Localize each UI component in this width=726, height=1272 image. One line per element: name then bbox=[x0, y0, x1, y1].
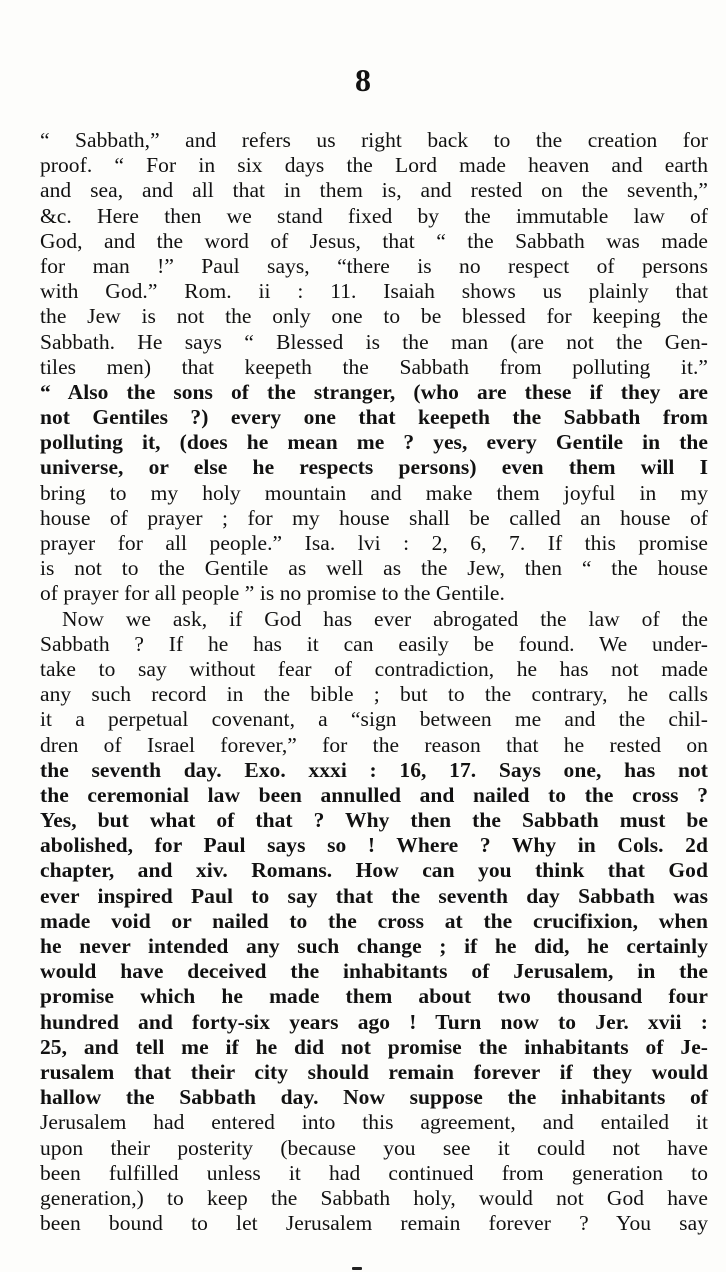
text-line: been bound to let Jerusalem remain forever ? You say bbox=[40, 1211, 708, 1236]
text-line: of prayer for all people ” is no promise to the Gentile. bbox=[40, 581, 505, 606]
text-line: the seventh day. Exo. xxxi : 16, 17. Says one, has not bbox=[40, 757, 708, 782]
text-line: and sea, and all that in them is, and rested on the seventh,” bbox=[40, 178, 708, 203]
text-line: Yes, but what of that ? Why then the Sabbath must be bbox=[40, 808, 708, 833]
text-line: any such record in the bible ; but to the contrary, he calls bbox=[40, 682, 708, 707]
body-text bbox=[40, 128, 708, 1236]
text-line: abolished, for Paul says so ! Where ? Why in Cols. 2d bbox=[40, 833, 708, 858]
text-line: he never intended any such change ; if he did, he certainly bbox=[40, 934, 708, 958]
text-line: chapter, and xiv. Romans. How can you think that God bbox=[40, 858, 708, 883]
text-line: tiles men) that keepeth the Sabbath from polluting it.” bbox=[40, 354, 708, 379]
text-line: ever inspired Paul to say that the seventh day Sabbath was bbox=[40, 883, 708, 908]
text-line: “ Also the sons of the stranger, (who are these if they are bbox=[40, 379, 708, 404]
text-line: for man !” Paul says, “there is no respect of persons bbox=[40, 253, 708, 278]
text-line: polluting it, (does he mean me ? yes, every Gentile in the bbox=[40, 430, 708, 455]
text-line: hallow the Sabbath day. Now suppose the inhabitants of bbox=[40, 1085, 708, 1110]
text-line: take to say without fear of contradiction, he has not made bbox=[40, 656, 708, 681]
text-line: not Gentiles ?) every one that keepeth the Sabbath from bbox=[40, 405, 708, 430]
text-line: Now we ask, if God has ever abrogated the law of the bbox=[62, 606, 708, 631]
text-line: universe, or else he respects persons) even them will I bbox=[40, 455, 708, 480]
text-line: house of prayer ; for my house shall be called an house of bbox=[40, 505, 708, 530]
text-line: would have deceived the inhabitants of Jerusalem, in the bbox=[40, 959, 708, 984]
text-line: &c. Here then we stand fixed by the immutable law of bbox=[40, 203, 708, 228]
text-line: hundred and forty-six years ago ! Turn now to Jer. xvii : bbox=[40, 1009, 708, 1034]
text-line: the ceremonial law been annulled and nailed to the cross ? bbox=[40, 782, 708, 807]
text-line: God, and the word of Jesus, that “ the Sabbath was made bbox=[40, 228, 708, 253]
text-line: generation,) to keep the Sabbath holy, would not God have bbox=[40, 1185, 708, 1210]
text-line: with God.” Rom. ii : 11. Isaiah shows us plainly that bbox=[40, 279, 708, 304]
text-line: Sabbath ? If he has it can easily be found. We under- bbox=[40, 631, 708, 656]
text-line: proof. “ For in six days the Lord made heaven and earth bbox=[40, 153, 708, 178]
text-line: Jerusalem had entered into this agreement, and entailed it bbox=[40, 1110, 708, 1135]
text-line: made void or nailed to the cross at the crucifixion, when bbox=[40, 908, 708, 933]
text-line: promise which he made them about two thousand four bbox=[40, 984, 708, 1009]
text-line: been fulfilled unless it had continued from generation to bbox=[40, 1160, 708, 1185]
text-line: it a perpetual covenant, a “sign between me and the chil- bbox=[40, 707, 708, 732]
text-line: is not to the Gentile as well as the Jew, then “ the house bbox=[40, 556, 708, 581]
text-line: 25, and tell me if he did not promise the inhabitants of Je- bbox=[40, 1034, 708, 1059]
text-line: rusalem that their city should remain forever if they would bbox=[40, 1059, 708, 1084]
text-line: prayer for all people.” Isa. lvi : 2, 6, 7. If this promise bbox=[40, 531, 708, 555]
text-line: Sabbath. He says “ Blessed is the man (are not the Gen- bbox=[40, 329, 708, 354]
text-line: dren of Israel forever,” for the reason that he rested on bbox=[40, 732, 708, 757]
text-line: bring to my holy mountain and make them joyful in my bbox=[40, 480, 708, 505]
text-line: upon their posterity (because you see it could not have bbox=[40, 1135, 708, 1160]
text-line: the Jew is not the only one to be blessed for keeping the bbox=[40, 304, 708, 329]
text-line: “ Sabbath,” and refers us right back to the creation for bbox=[40, 128, 708, 152]
page-number: 8 bbox=[355, 62, 371, 98]
bottom-ink-mark bbox=[352, 1267, 362, 1270]
